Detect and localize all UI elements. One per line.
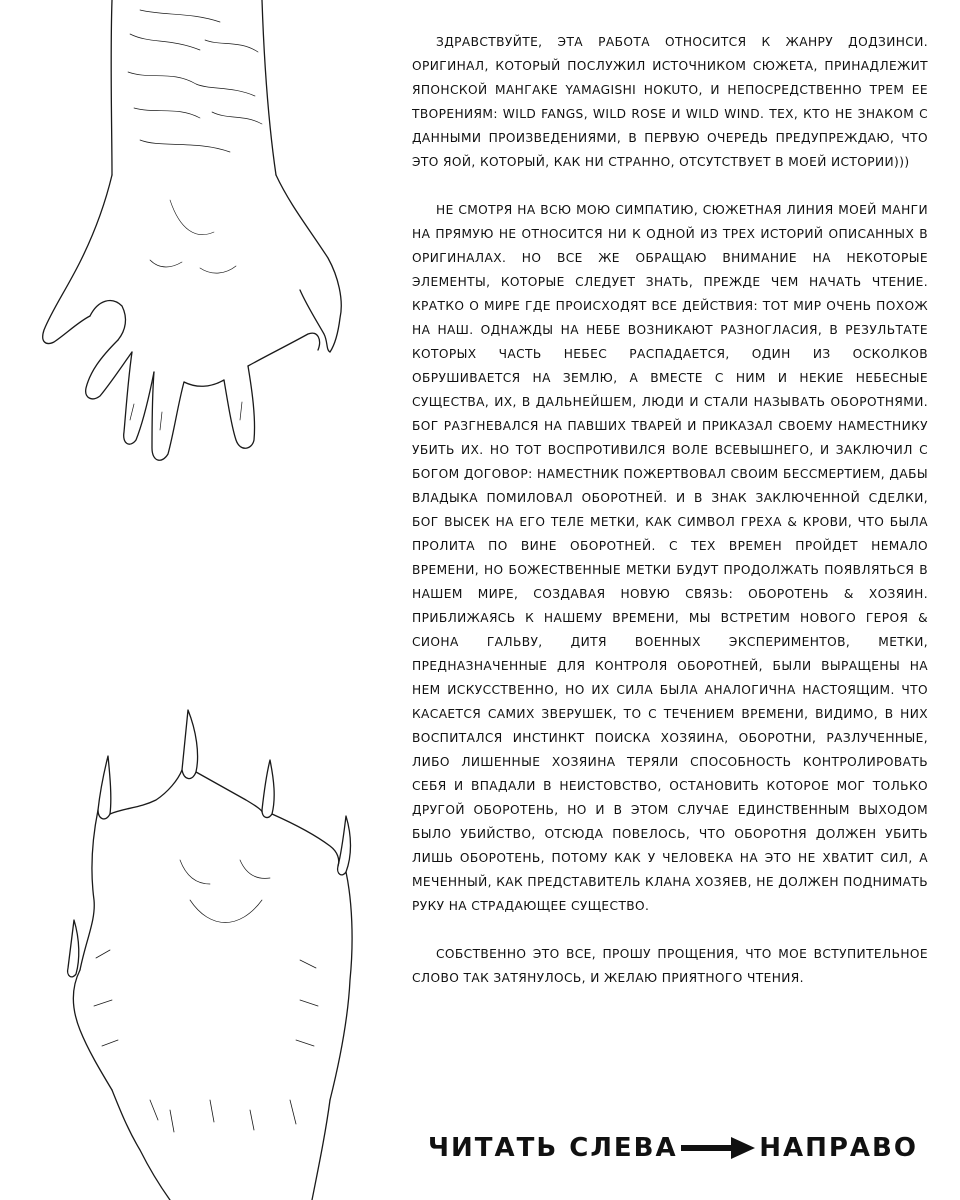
hand-illustrations bbox=[0, 0, 400, 1200]
right-arrow-icon bbox=[679, 1133, 757, 1163]
intro-paragraph-2: НЕ СМОТРЯ НА ВСЮ МОЮ СИМПАТИЮ, СЮЖЕТНАЯ ЛИНИЯ МОЕЙ МАНГИ НА ПРЯМУЮ НЕ ОТНОСИТСЯ НИ К ОДНОЙ ИЗ ТРЕХ ИСТОРИЙ ОПИСАННЫХ В ОРИГИНАЛАХ. НО ВСЕ ЖЕ ОБРАЩАЮ ВНИМАНИЕ НА НЕКОТОРЫЕ ЭЛЕМЕНТЫ, КОТОРЫЕ СЛЕДУЕТ ЗНАТЬ, ПРЕЖДЕ ЧЕМ НАЧАТЬ ЧТЕНИЕ. КРАТКО О МИРЕ ГДЕ ПРОИСХОДЯТ ВСЕ ДЕЙСТВИЯ: ТОТ МИР ОЧЕНЬ ПОХОЖ НА НАШ. ОДНАЖДЫ НА НЕБЕ ВОЗНИКАЮТ РАЗНОГЛАСИЯ, В РЕЗУЛЬТАТЕ КОТОРЫХ ЧАСТЬ НЕБЕС РАСПАДАЕТСЯ, ОДИН ИЗ ОСКОЛКОВ ОБРУШИВАЕТСЯ НА ЗЕМЛЮ, А ВМЕСТЕ С НИМ И НЕКИЕ НЕБЕСНЫЕ СУЩЕСТВА, ИХ, В ДАЛЬНЕЙШЕМ, ЛЮДИ И СТАЛИ НАЗЫВАТЬ ОБОРОТНЯМИ. БОГ РАЗГНЕВАЛСЯ НА ПАВШИХ ТВАРЕЙ И ПРИКАЗАЛ СВОЕМУ НАМЕСТНИКУ УБИТЬ ИХ. НО ТОТ ВОСПРОТИВИЛСЯ ВОЛЕ ВСЕВЫШНЕГО, И ЗАКЛЮЧИЛ С БОГОМ ДОГОВОР: НАМЕСТНИК ПОЖЕРТВОВАЛ СВОИМ БЕССМЕРТИЕМ, ДАБЫ ВЛАДЫКА ПОМИЛОВАЛ ОБОРОТНЕЙ. И В ЗНАК ЗАКЛЮЧЕННОЙ СДЕЛКИ, БОГ ВЫСЕК НА ЕГО ТЕЛЕ МЕТКИ, КАК СИМВОЛ ГРЕХА & КРОВИ, ЧТО БЫЛА ПРОЛИТА ПО ВИНЕ ОБОРОТНЕЙ. С ТЕХ ВРЕМЕН ПРОЙДЕТ НЕМАЛО ВРЕМЕНИ, НО БОЖЕСТВЕННЫЕ МЕТКИ БУДУТ ПРОДОЛЖАТЬ ПОЯВЛЯТЬСЯ В НАШЕМ МИРЕ, СОЗДАВАЯ НОВУЮ СВЯЗЬ: ОБОРОТЕНЬ & ХОЗЯИН. ПРИБЛИЖАЯСЬ К НАШЕМУ ВРЕМЕНИ, МЫ ВСТРЕТИМ НОВОГО ГЕРОЯ & СИОНА ГАЛЬВУ, ДИТЯ ВОЕННЫХ ЭКСПЕРИМЕНТОВ, МЕТКИ, ПРЕДНАЗНАЧЕННЫЕ ДЛЯ КОНТРОЛЯ ОБОРОТНЕЙ, БЫЛИ ВЫРАЩЕНЫ НА НЕМ ИСКУССТВЕННО, НО ИХ СИЛА БЫЛА АНАЛОГИЧНА НАСТОЯЩИМ. ЧТО КАСАЕТСЯ САМИХ ЗВЕРУШЕК, ТО С ТЕЧЕНИЕМ ВРЕМЕНИ, ВИДИМО, В НИХ ВОСПИТАЛСЯ ИНСТИНКТ ПОИСКА ХОЗЯИНА, ОБОРОТНИ, РАЗЛУЧЕННЫЕ, ЛИБО ЛИШЕННЫЕ ХОЗЯИНА ТЕРЯЛИ СПОСОБНОСТЬ КОНТРОЛИРОВАТЬ СЕБЯ И ВПАДАЛИ В НЕИСТОВСТВО, ОСТАНОВИТЬ КОТОРОЕ МОГ ТОЛЬКО ДРУГОЙ ОБОРОТЕНЬ, НО И В ЭТОМ СЛУЧАЕ ЕДИНСТВЕННЫМ ВЫХОДОМ БЫЛО УБИЙСТВО, ОТСЮДА ПОВЕЛОСЬ, ЧТО ОБОРОТНЯ ДОЛЖЕН УБИТЬ ЛИШЬ ОБОРОТЕНЬ, ПОТОМУ КАК У ЧЕЛОВЕКА НА ЭТО НЕ ХВАТИТ СИЛ, А МЕЧЕННЫЙ, КАК ПРЕДСТАВИТЕЛЬ КЛАНА ХОЗЯЕВ, НЕ ДОЛЖЕН ПОДНИМАТЬ РУКУ НА СТРАДАЮЩЕЕ СУЩЕСТВО. bbox=[412, 203, 928, 913]
reading-direction-left: ЧИТАТЬ СЛЕВА bbox=[428, 1133, 678, 1163]
intro-paragraph-3: СОБСТВЕННО ЭТО ВСЕ, ПРОШУ ПРОЩЕНИЯ, ЧТО МОЕ ВСТУПИТЕЛЬНОЕ СЛОВО ТАК ЗАТЯНУЛОСЬ, И ЖЕЛАЮ ПРИЯТНОГО ЧТЕНИЯ. bbox=[412, 947, 928, 985]
intro-text-column bbox=[412, 30, 928, 990]
reading-direction-right: НАПРАВО bbox=[759, 1133, 918, 1163]
intro-paragraph-1: ЗДРАВСТВУЙТЕ, ЭТА РАБОТА ОТНОСИТСЯ К ЖАНРУ ДОДЗИНСИ. ОРИГИНАЛ, КОТОРЫЙ ПОСЛУЖИЛ ИСТОЧНИКОМ СЮЖЕТА, ПРИНАДЛЕЖИТ ЯПОНСКОЙ МАНГАКЕ YAMAGISHI HOKUTO, И НЕПОСРЕДСТВЕННО ТРЕМ ЕЕ ТВОРЕНИЯМ: WILD FANGS, WILD ROSE И WILD WIND. ТЕХ, КТО НЕ ЗНАКОМ С ДАННЫМИ ПРОИЗВЕДЕНИЯМИ, В ПЕРВУЮ ОЧЕРЕДЬ ПРЕДУПРЕЖДАЮ, ЧТО ЭТО ЯОЙ, КОТОРЫЙ, КАК НИ СТРАННО, ОТСУТСТВУЕТ В МОЕЙ ИСТОРИИ))) bbox=[412, 35, 928, 169]
clawed-paw-sketch bbox=[68, 710, 352, 1200]
human-hand-sketch bbox=[43, 0, 342, 460]
reading-direction-note bbox=[428, 1126, 918, 1170]
